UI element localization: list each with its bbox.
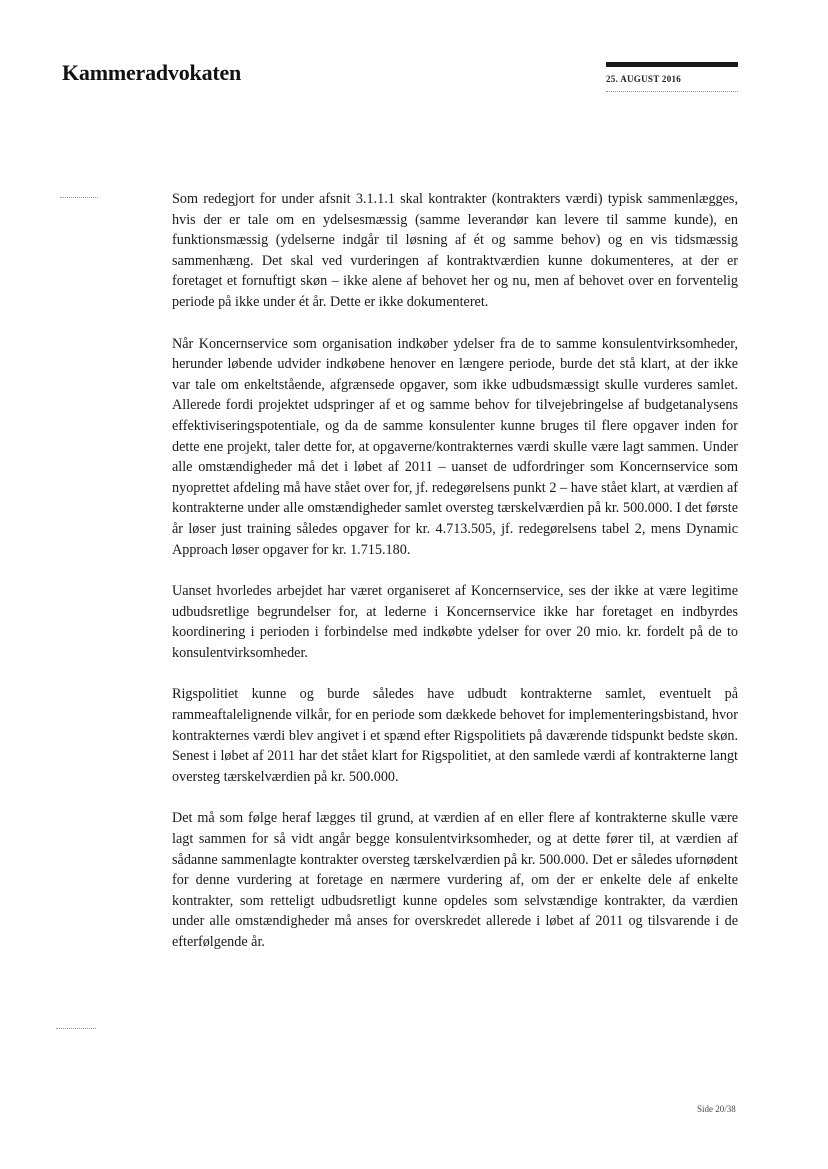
body-paragraph-3: Uanset hvorledes arbejdet har været organiseret af Koncernservice, ses der ikke at være legitime udbudsretlige begrundelser for, at lederne i Koncernservice ikke har foretaget en indbyrdes koordinering i perioden i forbindelse med indkøbte ydelser for over 20 mio. kr. fordelt på de to konsulentvirksomheder. — [172, 583, 738, 661]
body-paragraph-1: Som redegjort for under afsnit 3.1.1.1 skal kontrakter (kontrakters værdi) typisk sammenlægges, hvis der er tale om en ydelsesmæssig (samme leverandør kan levere til samme kunde), en funktionsmæssig (ydelserne indgår til løsning af ét og samme behov) og en vis tidsmæssig sammenhæng. Det skal ved vurderingen af kontraktværdien kunne dokumenteres, at der er foretaget et fornuftigt skøn – ikke alene af behovet her og nu, men af behovet over en forventelig periode på ikke under ét år. Dette er ikke dokumenteret. — [172, 191, 738, 310]
kammeradvokaten-logo: Kammeradvokaten — [62, 60, 242, 85]
margin-dotted-line-top — [60, 197, 98, 198]
document-date: 25. AUGUST 2016 — [606, 74, 682, 84]
body-paragraph-2: Når Koncernservice som organisation indkøber ydelser fra de to samme konsulentvirksomheder, herunder løbende udvider indkøbene henover en længere periode, burde det stå klart, at der ikke var tale om enkeltstående, afgrænsede opgaver, som ikke udbudsmæssigt skulle vurderes samlet. Allerede fordi projektet udspringer af et og samme behov for tilvejebringelse af budgetanalysens effektiviseringspotentiale, og da de samme konsulenter kunne bruges til flere opgaver inden for dette ene projekt, taler dette for, at opgaverne/kontrakternes værdi skulle være lagt sammen. Under alle omstændigheder må det i løbet af 2011 – uanset de udfordringer som Koncernservice som nyoprettet afdeling må have stået over for, jf. redegørelsens punkt 2 – have stået klart, at værdien af kontrakterne under alle omstændigheder samlet oversteg tærskelværdien på kr. 500.000. I det første år løser just training således opgaver for kr. 4.713.505, jf. redegørelsens tabel 2, mens Dynamic Approach løser opgaver for kr. 1.715.180. — [172, 335, 738, 558]
body-paragraph-4: Rigspolitiet kunne og burde således have udbudt kontrakterne samlet, eventuelt på rammeaftalelignende vilkår, for en periode som dækkede behovet for implementeringsbistand, hvor kontrakternes værdi blev angivet i et spænd efter Rigspolitiets på daværende tidspunkt bedste skøn. Senest i løbet af 2011 har det stået klart for Rigspolitiet, at den samlede værdi af kontrakterne langt oversteg tærskelværdien på kr. 500.000. — [172, 686, 738, 785]
header-rule — [606, 62, 738, 67]
margin-dotted-line-bottom — [56, 1028, 96, 1029]
body-paragraph-5: Det må som følge heraf lægges til grund, at værdien af en eller flere af kontrakterne skulle være lagt sammen for så vidt angår begge konsulentvirksomheder, og at dette fører til, at værdien af sådanne sammenlagte kontrakter oversteg tærskelværdien på kr. 500.000. Det er således ufornødent for denne vurdering at foretage en nærmere vurdering af, om der er enkelte dele af enkelte kontrakter, som retteligt udbudsretligt kunne opdeles som selvstændige kontrakter, da værdien under alle omstændigheder må anses for overskredet allerede i løbet af 2011 og tilsvarende i de efterfølgende år. — [172, 810, 738, 950]
header-dotted-line — [606, 91, 738, 92]
document-body — [172, 189, 738, 974]
page-number: Side 20/38 — [697, 1104, 736, 1114]
